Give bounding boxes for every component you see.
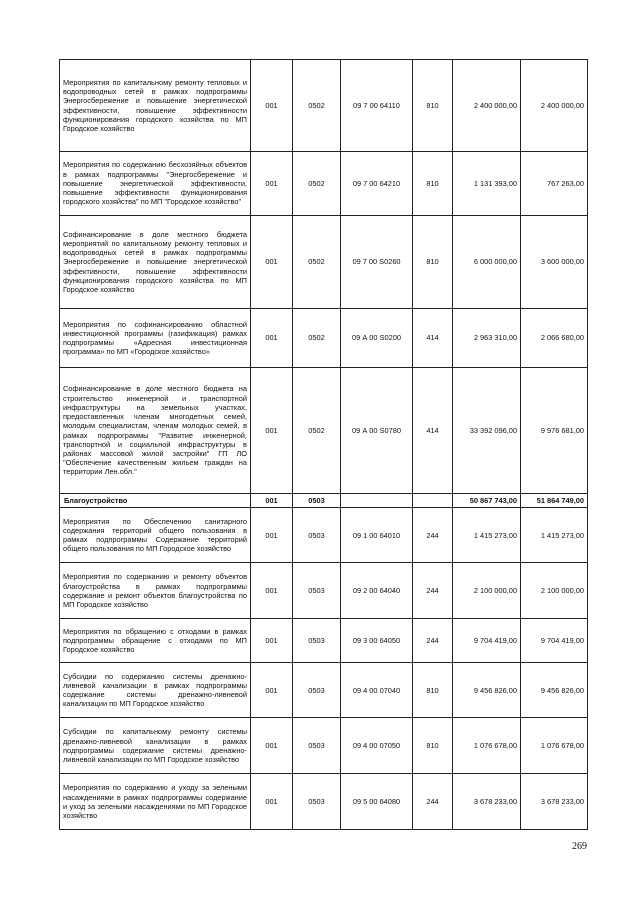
table-row <box>60 563 588 619</box>
row-expense-type: 414 <box>413 368 453 494</box>
row-section-code: 0502 <box>293 368 341 494</box>
table-row <box>60 619 588 663</box>
row-amount-2: 2 066 680,00 <box>521 309 588 368</box>
row-amount-1: 6 000 000,00 <box>453 216 521 309</box>
row-target-article: 09 7 00 64110 <box>341 60 413 152</box>
row-target-article: 09 А 00 S0200 <box>341 309 413 368</box>
row-department-code: 001 <box>251 60 293 152</box>
budget-table <box>59 59 588 830</box>
row-expense-type: 810 <box>413 216 453 309</box>
row-department-code: 001 <box>251 563 293 619</box>
table-row <box>60 60 588 152</box>
row-target-article: 09 7 00 S0260 <box>341 216 413 309</box>
row-amount-2: 51 864 749,00 <box>521 494 588 508</box>
row-section-code: 0502 <box>293 152 341 216</box>
row-description: Мероприятия по содержанию и уходу за зелеными насаждениями в рамках подпрограммы содержание и уход за зелеными насаждениями по МП Городское хозяйство <box>60 774 251 830</box>
row-expense-type: 244 <box>413 508 453 563</box>
row-amount-1: 33 392 096,00 <box>453 368 521 494</box>
row-amount-2: 767 263,00 <box>521 152 588 216</box>
row-department-code: 001 <box>251 718 293 774</box>
row-amount-1: 2 100 000,00 <box>453 563 521 619</box>
row-description: Мероприятия по софинансированию областной инвестиционной программы (газификация) рамках подпрограммы «Адресная инвестиционная программа» по МП «Городское хозяйство» <box>60 309 251 368</box>
row-section-code: 0503 <box>293 508 341 563</box>
row-target-article: 09 4 00 07050 <box>341 718 413 774</box>
row-expense-type: 244 <box>413 563 453 619</box>
row-amount-1: 9 704 419,00 <box>453 619 521 663</box>
row-target-article: 09 4 00 07040 <box>341 663 413 718</box>
table-row <box>60 508 588 563</box>
row-section-code: 0503 <box>293 718 341 774</box>
row-target-article: 09 А 00 S0780 <box>341 368 413 494</box>
row-department-code: 001 <box>251 619 293 663</box>
row-department-code: 001 <box>251 508 293 563</box>
table-row <box>60 309 588 368</box>
row-expense-type: 244 <box>413 619 453 663</box>
section-title: Благоустройство <box>60 494 251 508</box>
row-department-code: 001 <box>251 152 293 216</box>
row-expense-type: 810 <box>413 718 453 774</box>
row-section-code: 0502 <box>293 216 341 309</box>
row-target-article: 09 7 00 64210 <box>341 152 413 216</box>
row-expense-type: 810 <box>413 663 453 718</box>
row-department-code: 001 <box>251 216 293 309</box>
table-row <box>60 718 588 774</box>
row-department-code: 001 <box>251 663 293 718</box>
row-expense-type: 414 <box>413 309 453 368</box>
row-target-article: 09 3 00 64050 <box>341 619 413 663</box>
row-target-article: 09 2 00 64040 <box>341 563 413 619</box>
row-department-code: 001 <box>251 494 293 508</box>
table-row <box>60 774 588 830</box>
row-description: Софинансирование в доле местного бюджета на строительство инженерной и транспортной инфраструктуры на земельных участках, предоставленных членам многодетных семей, молодым специалистам, членам молодых семей, в рамках подпрограммы "Развитие инженерной, транспортной и социальной инфраструктуры в районах массовой жилой застройки" ГП ЛО "Обеспечение качественным жильем граждан на территории Лен.обл." <box>60 368 251 494</box>
row-amount-2: 1 076 678,00 <box>521 718 588 774</box>
row-section-code: 0503 <box>293 494 341 508</box>
row-description: Софинансирование в доле местного бюджета мероприятий по капитальному ремонту тепловых и водопроводных сетей в рамках подпрограммы Энергосбережение и повышение энергетической эффективности, повышение эффективности функционирования городского хозяйства по МП Городское хозяйство <box>60 216 251 309</box>
row-amount-2: 9 456 826,00 <box>521 663 588 718</box>
row-amount-1: 50 867 743,00 <box>453 494 521 508</box>
row-amount-1: 1 076 678,00 <box>453 718 521 774</box>
row-amount-2: 2 400 000,00 <box>521 60 588 152</box>
row-expense-type: 244 <box>413 774 453 830</box>
table-row <box>60 663 588 718</box>
row-amount-2: 2 100 000,00 <box>521 563 588 619</box>
row-description: Мероприятия по содержанию и ремонту объектов благоустройства в рамках подпрограммы содержание и ремонт объектов благоустройства по МП Городское хозяйство <box>60 563 251 619</box>
row-expense-type: 810 <box>413 60 453 152</box>
row-section-code: 0503 <box>293 563 341 619</box>
row-description: Субсидии по капитальному ремонту системы дренажно-ливневой канализации в рамках подпрограммы содержание системы дренажно-ливневой канализации по МП Городское хозяйство <box>60 718 251 774</box>
row-amount-1: 2 400 000,00 <box>453 60 521 152</box>
row-target-article: 09 1 00 64010 <box>341 508 413 563</box>
row-amount-2: 3 600 000,00 <box>521 216 588 309</box>
row-amount-1: 3 678 233,00 <box>453 774 521 830</box>
row-section-code: 0503 <box>293 774 341 830</box>
row-description: Субсидии по содержанию системы дренажно-ливневой канализации в рамках подпрограммы содержание системы дренажно-ливневой канализации по МП Городское хозяйство <box>60 663 251 718</box>
row-target-article: 09 5 00 64080 <box>341 774 413 830</box>
row-expense-type <box>413 494 453 508</box>
row-description: Мероприятия по капитальному ремонту тепловых и водопроводных сетей в рамках подпрограммы Энергосбережение и повышение энергетической эффективности, повышение эффективности функционирования городского хозяйства по МП Городское хозяйство <box>60 60 251 152</box>
row-section-code: 0502 <box>293 60 341 152</box>
table-row <box>60 368 588 494</box>
row-section-code: 0502 <box>293 309 341 368</box>
row-amount-1: 1 131 393,00 <box>453 152 521 216</box>
row-amount-1: 9 456 826,00 <box>453 663 521 718</box>
table-row <box>60 152 588 216</box>
row-amount-1: 2 963 310,00 <box>453 309 521 368</box>
row-target-article <box>341 494 413 508</box>
page-number: 269 <box>572 841 587 852</box>
row-amount-2: 9 704 419,00 <box>521 619 588 663</box>
row-department-code: 001 <box>251 309 293 368</box>
table-row <box>60 216 588 309</box>
row-amount-2: 3 678 233,00 <box>521 774 588 830</box>
row-department-code: 001 <box>251 368 293 494</box>
row-amount-2: 1 415 273,00 <box>521 508 588 563</box>
row-amount-1: 1 415 273,00 <box>453 508 521 563</box>
row-description: Мероприятия по содержанию бесхозяйных объектов в рамках подпрограммы "Энергосбережение и повышение энергетической эффективности, повышение эффективности функционирования городского хозяйства" по МП "Городское хозяйство" <box>60 152 251 216</box>
row-amount-2: 9 976 681,00 <box>521 368 588 494</box>
row-expense-type: 810 <box>413 152 453 216</box>
row-description: Мероприятия по Обеспечению санитарного содержания территорий общего пользования в рамках подпрограммы Содержание территорий общего пользования по МП Городское хозяйство <box>60 508 251 563</box>
row-description: Мероприятия по обращению с отходами в рамках подпрограммы обращение с отходами по МП Городское хозяйство <box>60 619 251 663</box>
row-department-code: 001 <box>251 774 293 830</box>
row-section-code: 0503 <box>293 619 341 663</box>
row-section-code: 0503 <box>293 663 341 718</box>
section-row <box>60 494 588 508</box>
budget-table-body <box>60 60 588 830</box>
